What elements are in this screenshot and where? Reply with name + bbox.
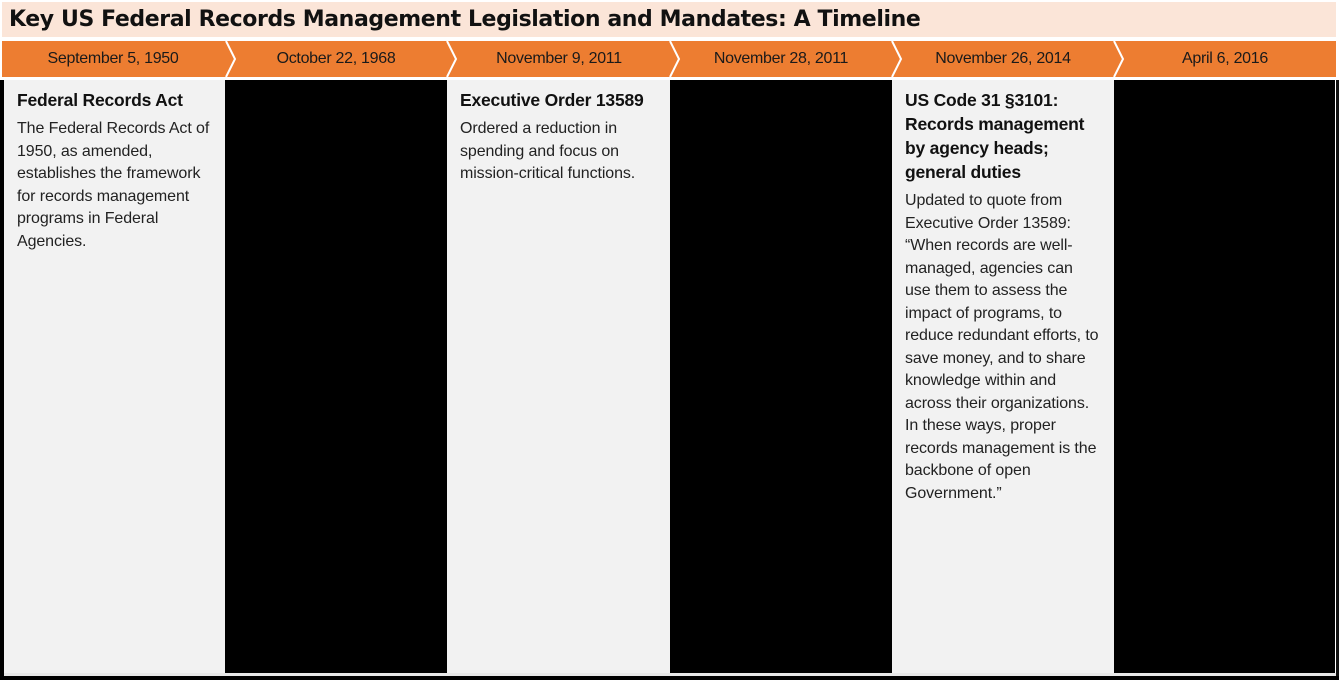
timeline-card-redacted-2016 [1114, 80, 1335, 673]
date-label-5: November 26, 2014 [935, 50, 1071, 67]
card-title: Federal Records Act [17, 90, 183, 110]
date-band [2, 41, 1336, 77]
frame-border-bottom [0, 676, 1339, 680]
date-label-2: October 22, 1968 [276, 50, 396, 67]
timeline-card-redacted-1968 [225, 80, 447, 673]
timeline-card-us-code-31-3101 [892, 80, 1114, 673]
timeline-card-federal-records-act [4, 80, 225, 673]
card-title: Executive Order 13589 [460, 90, 644, 110]
date-label-1: September 5, 1950 [47, 50, 179, 67]
timeline-title: Key US Federal Records Management Legislation and Mandates: A Timeline [2, 2, 1336, 37]
date-label-3: November 9, 2011 [496, 50, 622, 67]
timeline-card-redacted-2011 [670, 80, 892, 673]
card-title: US Code 31 §3101: Records management by agency heads; general duties [905, 90, 1085, 182]
date-label-4: November 28, 2011 [713, 50, 849, 67]
date-label-6: April 6, 2016 [1182, 50, 1268, 67]
card-body: The Federal Records Act of 1950, as amended, establishes the framework for records management programs in Federal Agencies. [17, 120, 210, 250]
card-body: Updated to quote from Executive Order 13589: “When records are well-managed, agencies can use them to assess the impact of programs, to reduce redundant efforts, to save money, and to share knowledge within and across their organizations. In these ways, proper records management is the backbone of open Government.” [905, 192, 1099, 502]
card-body: Ordered a reduction in spending and focus on mission-critical functions. [460, 120, 636, 182]
timeline-card-executive-order-13589 [447, 80, 670, 673]
